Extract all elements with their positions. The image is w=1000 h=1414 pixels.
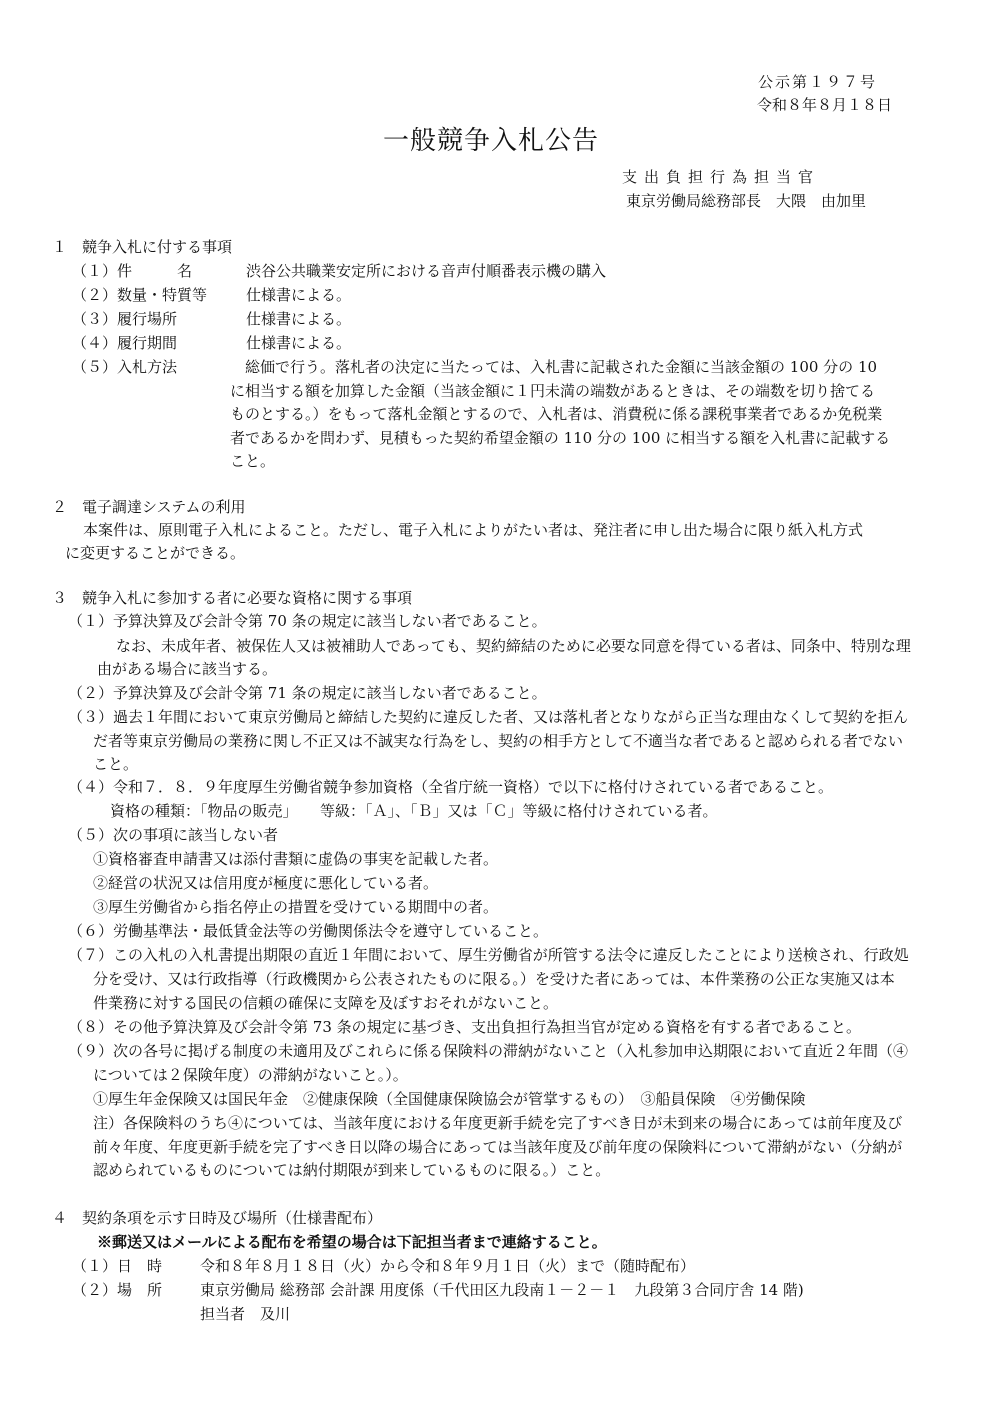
s3-line: ①資格審査申請書又は添付書類に虚偽の事実を記載した者。 xyxy=(93,850,499,868)
s1-item-label: （４）履行期間 xyxy=(72,334,178,352)
s3-line: 由がある場合に該当する。 xyxy=(97,660,278,678)
s3-line: （１）予算決算及び会計令第 70 条の規定に該当しない者であること。 xyxy=(68,612,547,630)
s1-item-label: （３）履行場所 xyxy=(72,310,178,328)
s1-method-line: 者であるかを問わず、見積もった契約希望金額の 110 分の 100 に相当する額を入札書に記載する xyxy=(230,429,891,447)
s4-note: ※郵送又はメールによる配布を希望の場合は下記担当者まで連絡すること。 xyxy=(97,1233,607,1251)
s4-contact: 担当者 及川 xyxy=(200,1305,291,1323)
s1-method-line: こと。 xyxy=(230,452,276,470)
s1-method-line: ものとする。）をもって落札金額とするので、入札者は、消費税に係る課税事業者であるか免税業 xyxy=(230,405,883,423)
s1-method-line: に相当する額を加算した金額（当該金額に１円未満の端数があるときは、その端数を切り捨てる xyxy=(230,382,876,400)
s3-line: （７）この入札の入札書提出期限の直近１年間において、厚生労働省が所管する法令に違反したことにより送検され、行政処 xyxy=(68,946,909,964)
s4-place-value: 東京労働局 総務部 会計課 用度係（千代田区九段南１－２－１ 九段第３合同庁舎 14 階) xyxy=(200,1281,804,1299)
s3-line: （９）次の各号に掲げる制度の未適用及びこれらに係る保険料の滞納がないこと（入札参加申込期限において直近２年間（④ xyxy=(68,1042,909,1060)
s3-line: （４）令和７．８．９年度厚生労働省競争参加資格（全省庁統一資格）で以下に格付けされている者であること。 xyxy=(68,778,834,796)
section-3-heading: ３ 競争入札に参加する者に必要な資格に関する事項 xyxy=(52,589,413,607)
s3-line: （３）過去１年間において東京労働局と締結した契約に違反した者、又は落札者となりながら正当な理由なくして契約を拒ん xyxy=(68,708,909,726)
s3-line: ①厚生年金保険又は国民年金 ②健康保険（全国健康保険協会が管掌するもの） ③船員保険 ④労働保険 xyxy=(93,1090,806,1108)
s1-method-label: （５）入札方法 xyxy=(72,358,178,376)
s1-item-label: （２）数量・特質等 xyxy=(72,286,208,304)
section-1-heading: １ 競争入札に付する事項 xyxy=(52,238,233,256)
s4-date-label: （１）日 時 xyxy=(72,1257,163,1275)
page-title: 一般競争入札公告 xyxy=(383,126,600,156)
s3-line: なお、未成年者、被保佐人又は被補助人であっても、契約締結のために必要な同意を得ている者は、同条中、特別な理 xyxy=(116,637,911,655)
s3-line: （２）予算決算及び会計令第 71 条の規定に該当しない者であること。 xyxy=(68,684,547,702)
s3-line: 資格の種類：「物品の販売」 等級：「Ａ」、「Ｂ」又は「Ｃ」等級に格付けされている者。 xyxy=(110,802,718,820)
s3-line: については２保険年度）の滞納がないこと。）。 xyxy=(93,1066,408,1084)
s4-place-label: （２）場 所 xyxy=(72,1281,163,1299)
s1-item-value: 仕様書による。 xyxy=(246,334,352,352)
s1-method-line: 総価で行う。落札者の決定に当たっては、入札書に記載された金額に当該金額の 100 分の 10 xyxy=(230,358,878,376)
s4-date-value: 令和８年８月１８日（火）から令和８年９月１日（火）まで（随時配布） xyxy=(200,1257,696,1275)
s3-line: 件業務に対する国民の信頼の確保に支障を及ぼすおそれがないこと。 xyxy=(93,994,559,1012)
s3-line: こと。 xyxy=(93,755,139,773)
s3-line: だ者等東京労働局の業務に関し不正又は不誠実な行為をし、契約の相手方として不適当な者であると認められる者でない xyxy=(93,732,904,750)
s3-line: ②経営の状況又は信用度が極度に悪化している者。 xyxy=(93,874,439,892)
s3-line: （８）その他予算決算及び会計令第 73 条の規定に基づき、支出負担行為担当官が定める資格を有する者であること。 xyxy=(68,1018,862,1036)
notice-number: 公示第１９７号 xyxy=(758,73,878,91)
s3-line: （５）次の事項に該当しない者 xyxy=(68,826,279,844)
officer-name: 東京労働局総務部長 大隈 由加里 xyxy=(626,192,867,210)
s1-item-value: 仕様書による。 xyxy=(246,286,352,304)
s3-line: ③厚生労働省から指名停止の措置を受けている期間中の者。 xyxy=(93,898,499,916)
section-4-heading: ４ 契約条項を示す日時及び場所（仕様書配布） xyxy=(52,1209,383,1227)
s3-line: （６）労働基準法・最低賃金法等の労働関係法令を遵守していること。 xyxy=(68,922,549,940)
s3-line: 注）各保険料のうち④については、当該年度における年度更新手続を完了すべき日が未到来の場合にあっては前年度及び xyxy=(93,1114,903,1132)
s1-item-value: 仕様書による。 xyxy=(246,310,352,328)
notice-date: 令和８年８月１８日 xyxy=(757,96,893,114)
section-2-heading: ２ 電子調達システムの利用 xyxy=(52,498,246,516)
s3-line: 前々年度、年度更新手続を完了すべき日以降の場合にあっては当該年度及び前年度の保険料について滞納がない（分納が xyxy=(93,1138,903,1156)
s2-line: 本案件は、原則電子入札によること。ただし、電子入札によりがたい者は、発注者に申し出た場合に限り紙入札方式 xyxy=(83,521,864,539)
officer-role: 支出負担行為担当官 xyxy=(622,168,821,186)
s2-line: に変更することができる。 xyxy=(65,544,246,562)
s1-item-label: （１）件 名 xyxy=(72,262,193,280)
s3-line: 認められているものについては納付期限が到来しているものに限る。）こと。 xyxy=(93,1161,611,1179)
s3-line: 分を受け、又は行政指導（行政機関から公表されたものに限る。）を受けた者にあっては、本件業務の公正な実施又は本 xyxy=(93,970,895,988)
s1-item-value: 渋谷公共職業安定所における音声付順番表示機の購入 xyxy=(246,262,607,280)
